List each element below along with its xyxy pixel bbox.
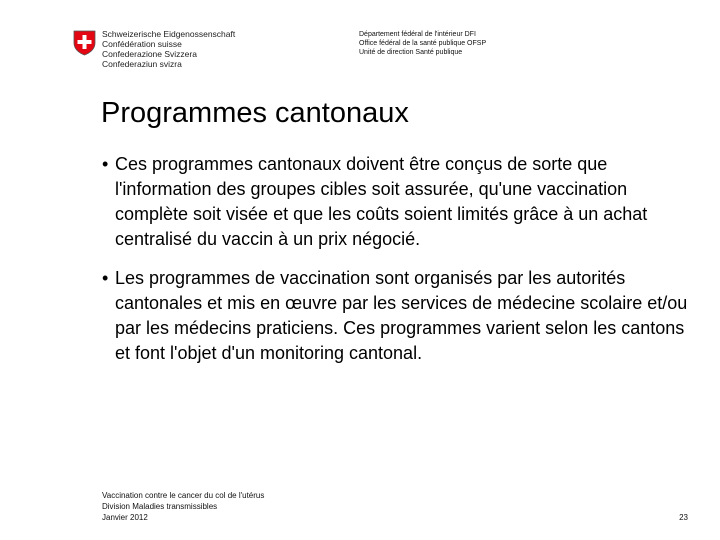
bullet-dot: •: [102, 268, 109, 288]
bullet-item: [102, 152, 697, 252]
slide-title: Programmes cantonaux: [101, 97, 409, 129]
bullet-dot: •: [102, 154, 109, 174]
bullet-text: Les programmes de vaccination sont organisés par les autorités cantonales et mis en œuvre par les services de médecine scolaire et/ou par les médecins praticiens. Ces programmes varient selon les cantons et font l'objet d'un monitoring cantonal.: [115, 268, 688, 363]
confederation-line-it: Confederazione Svizzera: [102, 49, 197, 59]
footer-topic: Vaccination contre le cancer du col de l'utérus: [102, 491, 265, 500]
confederation-name-block: [102, 29, 235, 69]
footer-division: Division Maladies transmissibles: [102, 502, 218, 511]
cross-horizontal: [78, 40, 92, 44]
page-number: 23: [679, 513, 688, 522]
confederation-line-rm: Confederaziun svizra: [102, 59, 182, 69]
department-block: [359, 30, 486, 57]
footer-block: [102, 490, 264, 523]
unit-line: Unité de direction Santé publique: [359, 49, 463, 56]
office-line: Office fédéral de la santé publique OFSP: [359, 40, 487, 47]
department-line: Département fédéral de l'intérieur DFI: [359, 31, 476, 38]
bullet-list: [102, 152, 697, 380]
confederation-line-fr: Confédération suisse: [102, 39, 182, 49]
swiss-coat-of-arms-icon: [73, 30, 96, 56]
bullet-item: [102, 266, 697, 366]
bullet-text: Ces programmes cantonaux doivent être conçus de sorte que l'information des groupes cibles soit assurée, qu'une vaccination complète soit visée et que les coûts soient limités grâce à un achat centralisé du vaccin à un prix négocié.: [115, 154, 648, 249]
footer-date: Janvier 2012: [102, 513, 148, 522]
confederation-line-de: Schweizerische Eidgenossenschaft: [102, 29, 236, 39]
